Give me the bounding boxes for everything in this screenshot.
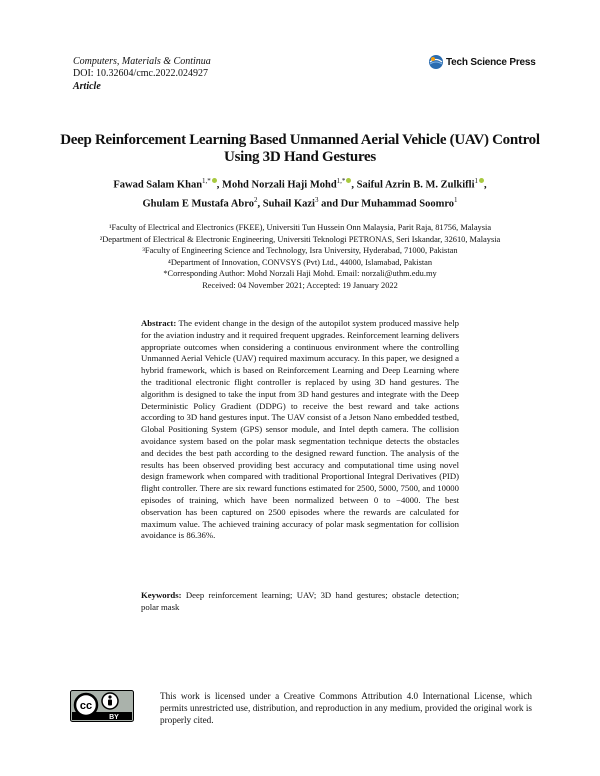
orcid-icon[interactable] xyxy=(479,178,484,183)
author-affiliation-mark: 2 xyxy=(254,195,258,204)
journal-name: Computers, Materials & Continua xyxy=(73,56,211,67)
abstract xyxy=(141,318,459,542)
author-name: Suhail Kazi xyxy=(262,198,315,209)
keywords xyxy=(141,590,459,614)
orcid-icon[interactable] xyxy=(212,178,217,183)
author-name: Saiful Azrin B. M. Zulkifli xyxy=(356,179,475,191)
author-affiliation-mark: 3 xyxy=(314,195,319,204)
author-affiliation-mark: 1 xyxy=(474,177,479,185)
abstract-label: Abstract: xyxy=(141,318,177,328)
title-line: Deep Reinforcement Learning Based Unmanned Aerial Vehicle (UAV) Control xyxy=(60,132,540,148)
author-name: Fawad Salam Khan xyxy=(113,179,203,191)
cc-badge-label: BY xyxy=(109,714,119,721)
person-icon xyxy=(108,695,111,698)
affiliation-line: ³Faculty of Engineering Science and Technology, Isra University, Hyderabad, 71000, Pakistan xyxy=(142,246,458,255)
orcid-icon[interactable] xyxy=(346,178,351,183)
keywords-text: Deep reinforcement learning; UAV; 3D hand gestures; obstacle detection; polar mask xyxy=(141,590,459,612)
affiliation-line: ²Department of Electrical & Electronic Engineering, Universiti Teknologi PETRONAS, Seri Iskandar, 32610, Malaysia xyxy=(99,234,501,244)
author-name: Dur Muhammad Soomro xyxy=(340,198,455,209)
author-name: Ghulam E Mustafa Abro xyxy=(142,198,254,209)
author-affiliation-mark: 1 xyxy=(454,195,458,204)
publisher-logo xyxy=(428,53,536,71)
corresponding-author: *Corresponding Author: Mohd Norzali Haji Mohd. Email: norzali@uthm.edu.my xyxy=(163,269,437,278)
publisher-name: Tech Science Press xyxy=(446,56,536,68)
abstract-text: The evident change in the design of the autopilot system produced massive help for the aviation industry and it required frequent upgrades. Reinforcement learning delivers appropriate outcomes when considering a continuous environment where the controlling Unmanned Aerial Vehicle (UAV) required maximum accuracy. In this paper, we designed a hybrid framework, which is based on Reinforcement Learning and Deep Learning where the traditional electronic flight controller is replaced by using 3D hand gestures. The algorithm is designed to take the input from 3D hand gestures and integrate with the Deep Deterministic Policy Gradient (DDPG) to receive the best reward and take actions according to 3D hand gestures input. The UAV consist of a Jetson Nano embedded testbed, Global Positioning System (GPS) sensor module, and Intel depth camera. The collision avoidance system based on the polar mask segmentation technique detects the obstacles and decides the best path according to the designed reward function. The analysis of the results has been observed providing best accuracy and computational time using novel design framework when compared with traditional Proportional Integral Derivatives (PID) flight controller. There are six reward functions estimated for 2500, 5000, 7500, and 10000 episodes of training, which have been normalized between 0 to −4000. The best observation has been captured on 2500 episodes where the rewards are calculated for maximum value. The achieved training accuracy of polar mask segmentation for collision avoidance is 86.36%. xyxy=(141,318,459,541)
title-line: Using 3D Hand Gestures xyxy=(224,149,376,165)
affiliation-line: ⁴Department of Innovation, CONVSYS (Pvt) Ltd., 44000, Islamabad, Pakistan xyxy=(167,257,433,267)
affiliations xyxy=(50,222,550,291)
creative-commons-by-icon[interactable] xyxy=(70,690,134,722)
paper-title xyxy=(60,132,540,166)
author-list: Fawad Salam Khan$^{1,*}$ , Mohd Norzali Haji Mohd$^{1,*}$ , Saiful Azrin B. M. Zulkifli$^1$ , Ghulam E Mustafa Abro$^2$, Suhail Kazi$^3$ and Dur Muhammad Soomro$^1$ xyxy=(113,177,487,209)
keywords-label: Keywords: xyxy=(141,590,182,600)
author-name: Mohd Norzali Haji Mohd xyxy=(222,179,337,191)
globe-icon xyxy=(428,54,444,70)
cc-symbol-icon: cc xyxy=(79,700,93,712)
doi[interactable]: DOI: 10.32604/cmc.2022.024927 xyxy=(73,68,208,79)
author-affiliation-mark: 1,* xyxy=(202,177,211,185)
affiliation-line: ¹Faculty of Electrical and Electronics (FKEE), Universiti Tun Hussein Onn Malaysia, Parit Raja, 81756, Malaysia xyxy=(108,223,492,232)
received-accepted-dates: Received: 04 November 2021; Accepted: 19 January 2022 xyxy=(202,280,398,290)
author-affiliation-mark: 1,* xyxy=(336,177,346,185)
article-type: Article xyxy=(73,81,101,92)
license-text: This work is licensed under a Creative Commons Attribution 4.0 International License, which permits unrestricted use, distribution, and reproduction in any medium, provided the original work is properly cited. xyxy=(160,691,532,725)
